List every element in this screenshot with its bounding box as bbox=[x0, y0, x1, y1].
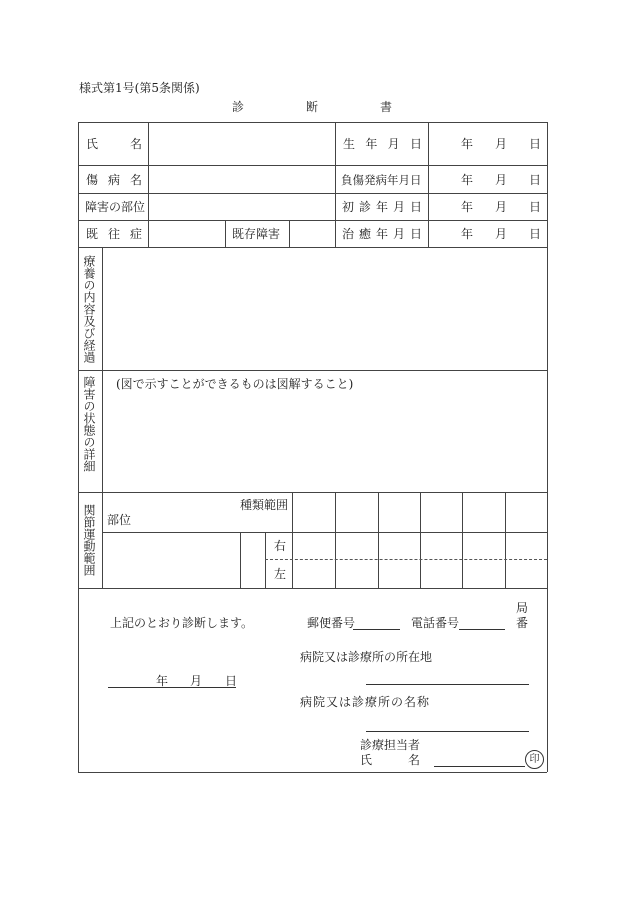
label-char: 治 bbox=[342, 227, 355, 241]
existing-disability-field[interactable] bbox=[290, 221, 334, 246]
ymd-char: 月 bbox=[494, 227, 507, 241]
seal-icon: 印 bbox=[525, 750, 544, 769]
ymd-char: 日 bbox=[528, 200, 541, 214]
title-char: 断 bbox=[305, 100, 318, 114]
ymd-char: 月 bbox=[494, 137, 507, 151]
label-char: 癒 bbox=[358, 227, 371, 241]
label-name bbox=[86, 137, 142, 151]
doctor-name-field[interactable] bbox=[434, 766, 525, 767]
date-month: 月 bbox=[190, 674, 203, 688]
label-char: 初 bbox=[342, 200, 355, 214]
label-address: 病院又は診療所の所在地 bbox=[300, 650, 433, 664]
facility-field[interactable] bbox=[366, 731, 529, 732]
label-disease bbox=[86, 173, 142, 187]
label-char: 名 bbox=[129, 173, 142, 187]
label-range-type: 種類範囲 bbox=[240, 498, 289, 512]
label-right: 右 bbox=[274, 539, 287, 553]
birth-date-field[interactable] bbox=[461, 137, 541, 151]
label-char: 月 bbox=[392, 200, 405, 214]
phone-field[interactable] bbox=[459, 629, 505, 630]
ymd-char: 日 bbox=[528, 137, 541, 151]
ymd-char: 日 bbox=[528, 227, 541, 241]
label-char: 氏 bbox=[360, 753, 373, 767]
ymd-char: 年 bbox=[461, 173, 474, 187]
statement: 上記のとおり診断します。 bbox=[110, 616, 254, 630]
label-char: 診 bbox=[358, 200, 371, 214]
label-treatment: 療養の内容及び経過 bbox=[82, 255, 96, 363]
label-phone: 電話番号 bbox=[411, 616, 460, 630]
label-char: 年 bbox=[375, 200, 388, 214]
label-site: 障害の部位 bbox=[85, 200, 146, 214]
site-field[interactable] bbox=[149, 194, 334, 219]
label-char: 名 bbox=[129, 137, 142, 151]
cure-date-field[interactable] bbox=[461, 227, 541, 241]
label-char: 既 bbox=[86, 227, 99, 241]
label-left: 左 bbox=[274, 567, 287, 581]
label-char: 病 bbox=[107, 173, 120, 187]
address-field[interactable] bbox=[366, 684, 529, 685]
page-title bbox=[232, 98, 392, 114]
label-char: 氏 bbox=[86, 137, 99, 151]
name-field[interactable] bbox=[149, 123, 334, 164]
label-char: 日 bbox=[409, 200, 422, 214]
label-birth-date bbox=[343, 137, 422, 151]
ymd-char: 月 bbox=[494, 173, 507, 187]
label-char: 傷 bbox=[86, 173, 99, 187]
label-char: 年 bbox=[375, 227, 388, 241]
label-char: 症 bbox=[129, 227, 142, 241]
label-history bbox=[86, 227, 142, 241]
label-char: 月 bbox=[387, 137, 400, 151]
title-char: 診 bbox=[232, 100, 245, 114]
label-ban: 番 bbox=[516, 616, 529, 630]
label-char: 日 bbox=[409, 227, 422, 241]
label-char: 日 bbox=[409, 137, 422, 151]
ymd-char: 年 bbox=[461, 227, 474, 241]
label-existing-disability: 既存障害 bbox=[232, 227, 281, 241]
label-char: 往 bbox=[107, 227, 120, 241]
postal-field[interactable] bbox=[353, 629, 400, 630]
label-doctor: 診療担当者 bbox=[360, 738, 421, 752]
first-visit-field[interactable] bbox=[461, 200, 541, 214]
form-number: 様式第1号(第5条関係) bbox=[79, 81, 200, 95]
diagnosis-date-line[interactable] bbox=[108, 687, 236, 688]
ymd-char: 日 bbox=[528, 173, 541, 187]
condition-note: (図で示すことができるものは図解すること) bbox=[116, 377, 354, 391]
label-cure-date bbox=[342, 227, 422, 241]
label-char: 名 bbox=[407, 753, 420, 767]
date-year: 年 bbox=[156, 674, 169, 688]
label-facility: 病院又は診療所の名称 bbox=[300, 695, 431, 709]
label-char: 生 bbox=[343, 137, 356, 151]
label-condition: 障害の状態の詳細 bbox=[82, 376, 96, 472]
label-doctor-name bbox=[360, 753, 420, 767]
label-first-visit bbox=[342, 200, 422, 214]
label-injury-onset: 負傷発病年月日 bbox=[341, 173, 422, 187]
ymd-char: 年 bbox=[461, 200, 474, 214]
label-char: 年 bbox=[365, 137, 378, 151]
label-part: 部位 bbox=[107, 513, 132, 527]
label-char: 月 bbox=[392, 227, 405, 241]
label-postal: 郵便番号 bbox=[307, 616, 356, 630]
date-day: 日 bbox=[225, 674, 238, 688]
disease-field[interactable] bbox=[149, 166, 334, 192]
history-field[interactable] bbox=[149, 221, 224, 246]
ymd-char: 月 bbox=[494, 200, 507, 214]
label-kyoku: 局 bbox=[516, 601, 529, 615]
ymd-char: 年 bbox=[461, 137, 474, 151]
label-joint-range: 関節運動範囲 bbox=[82, 504, 96, 576]
injury-onset-field[interactable] bbox=[461, 173, 541, 187]
title-char: 書 bbox=[379, 100, 392, 114]
treatment-field[interactable] bbox=[103, 248, 546, 369]
condition-field[interactable] bbox=[103, 395, 546, 491]
